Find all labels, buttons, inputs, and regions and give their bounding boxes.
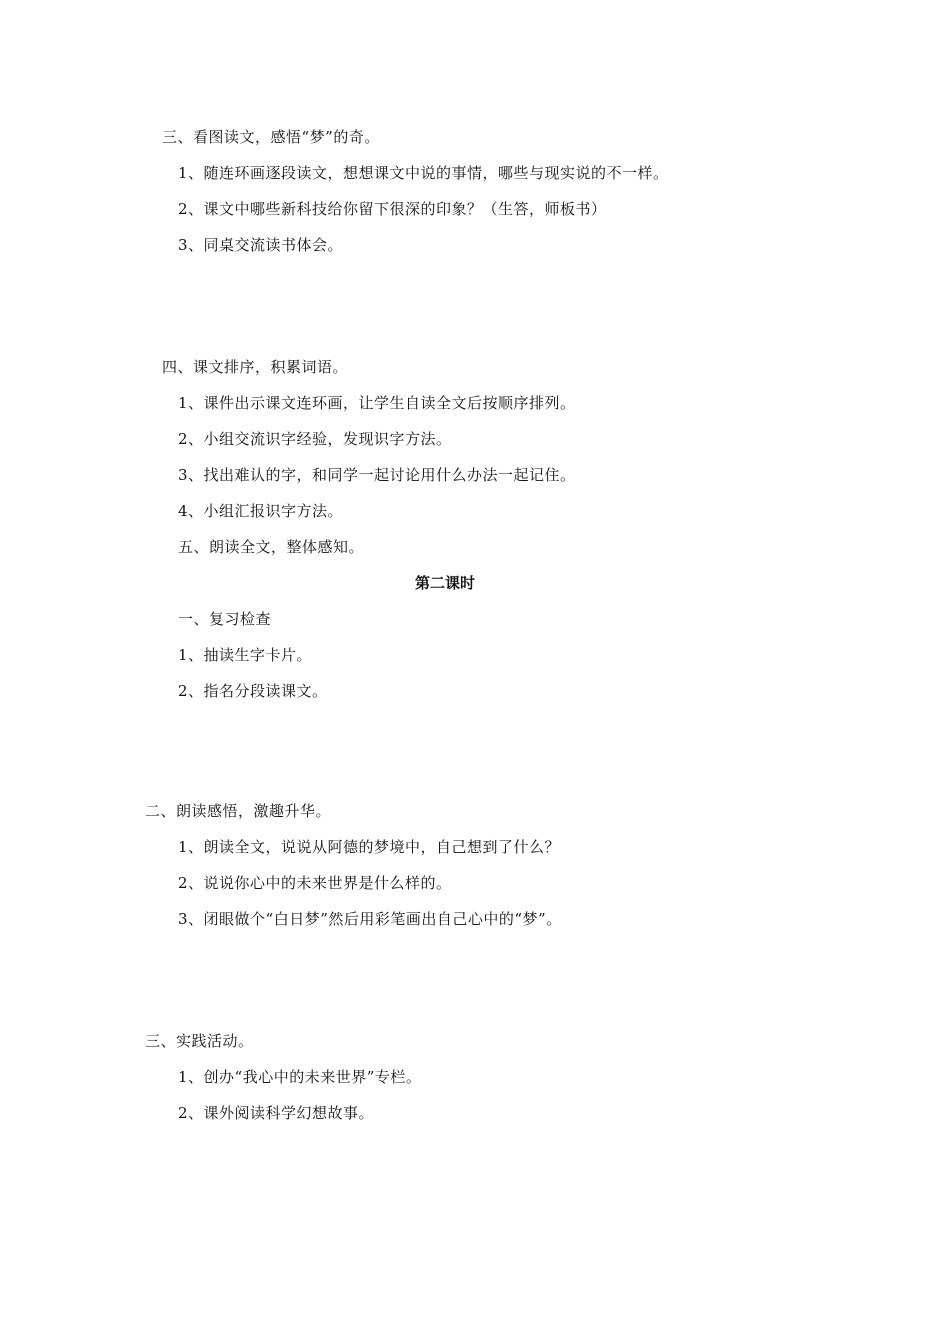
list-item: 1、朗读全文，说说从阿德的梦境中，自己想到了什么？ [178,838,561,856]
list-item: 1、课件出示课文连环画，让学生自读全文后按顺序排列。 [178,394,576,412]
list-item: 3、闭眼做个“白日梦”然后用彩笔画出自己心中的“梦”。 [178,910,562,928]
section-title: 四、课文排序，积累词语。 [162,358,349,376]
list-item: 1、创办“我心中的未来世界”专栏。 [178,1068,422,1086]
section-title: 二、朗读感悟，激趣升华。 [145,802,332,820]
list-item: 2、小组交流识字经验，发现识字方法。 [178,430,452,448]
list-item: 3、找出难认的字，和同学一起讨论用什么办法一起记住。 [178,466,576,484]
section-title: 三、实践活动。 [145,1032,254,1050]
list-item: 1、随连环画逐段读文，想想课文中说的事情，哪些与现实说的不一样。 [178,164,669,182]
section-title: 三、看图读文，感悟“梦”的奇。 [162,128,380,146]
section-title: 一、复习检查 [178,610,272,628]
list-item: 1、抽读生字卡片。 [178,646,313,664]
list-item: 2、课外阅读科学幻想故事。 [178,1104,375,1122]
list-item: 2、说说你心中的未来世界是什么样的。 [178,874,452,892]
list-item: 4、小组汇报识字方法。 [178,502,344,520]
list-item: 2、课文中哪些新科技给你留下很深的印象？（生答，师板书） [178,200,607,218]
lesson-heading: 第二课时 [414,574,475,592]
section-title: 五、朗读全文，整体感知。 [178,538,365,556]
list-item: 2、指名分段读课文。 [178,682,328,700]
list-item: 3、同桌交流读书体会。 [178,236,344,254]
